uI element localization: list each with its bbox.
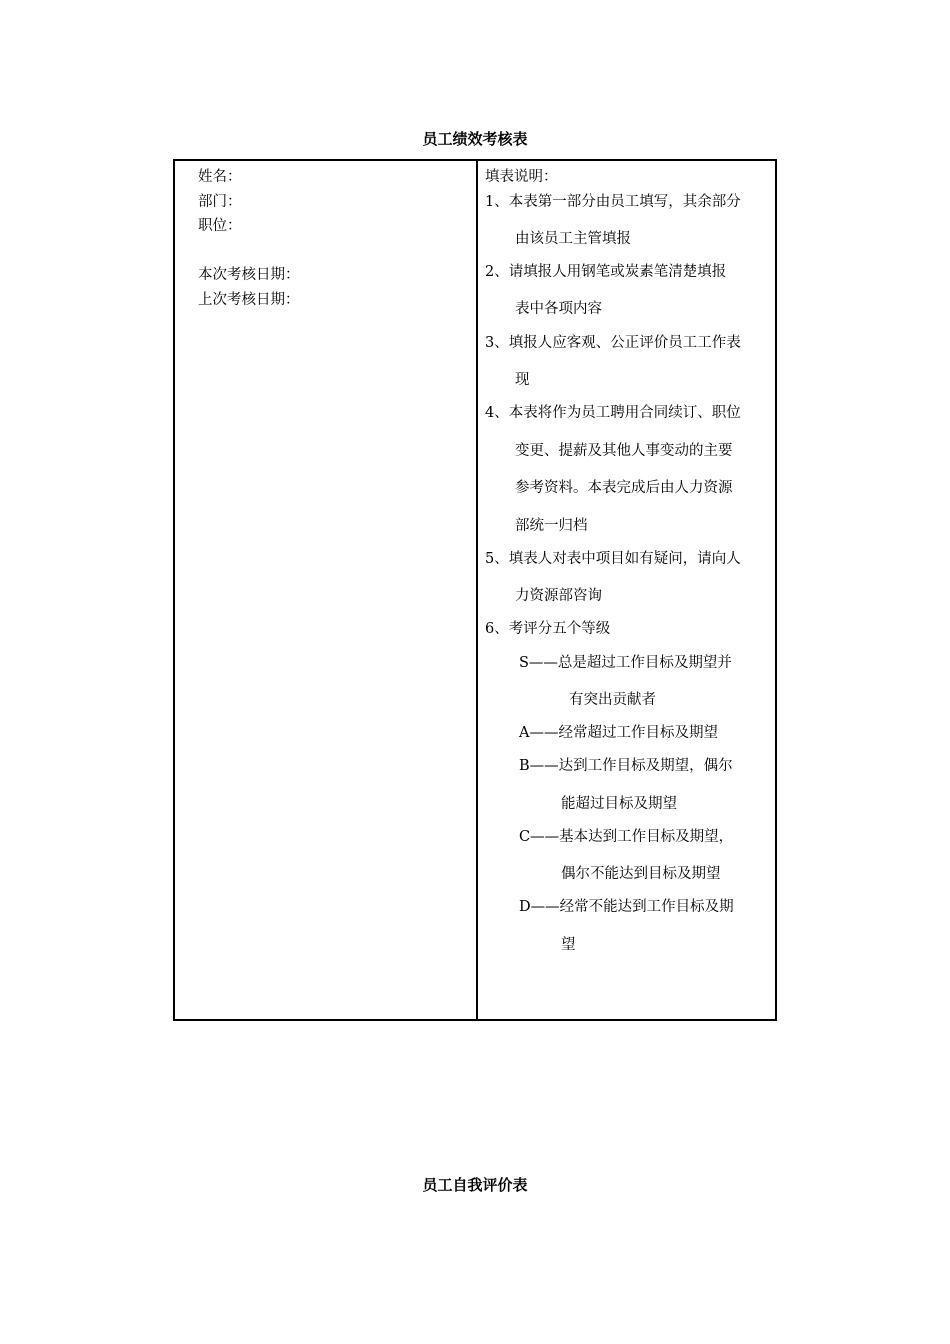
last-review-date-label: 上次考核日期： (198, 291, 300, 308)
grade-line: 望 (561, 937, 576, 953)
instruction-line: 由该员工主管填报 (515, 231, 631, 247)
grade-line: A——经常超过工作目标及期望 (519, 725, 718, 741)
position-field-label: 职位： (198, 218, 242, 234)
name-field-label: 姓名： (198, 169, 242, 185)
grade-line: 偶尔不能达到目标及期望 (561, 866, 721, 882)
instruction-line: 参考资料。本表完成后由人力资源 (515, 480, 733, 496)
grade-line: 能超过目标及期望 (561, 796, 677, 812)
instruction-line: 6、考评分五个等级 (485, 621, 611, 637)
department-field-label: 部门： (198, 193, 242, 210)
column-divider (476, 161, 478, 1019)
instruction-line: 5、填表人对表中项目如有疑问，请向人 (485, 551, 741, 567)
performance-form-table (173, 159, 777, 1021)
instruction-line: 4、本表将作为员工聘用合同续订、职位 (485, 405, 741, 421)
instruction-line: 变更、提薪及其他人事变动的主要 (515, 443, 733, 459)
instruction-line: 表中各项内容 (515, 301, 602, 317)
grade-line: D——经常不能达到工作目标及期 (519, 899, 734, 915)
instruction-line: 力资源部咨询 (515, 588, 602, 604)
self-evaluation-title: 员工自我评价表 (422, 1176, 528, 1194)
grade-line: 有突出贡献者 (569, 692, 656, 708)
form-title: 员工绩效考核表 (422, 130, 528, 148)
instruction-line: 2、请填报人用钢笔或炭素笔清楚填报 (485, 264, 727, 280)
grade-line: C——基本达到工作目标及期望， (519, 829, 734, 845)
instruction-line: 1、本表第一部分由员工填写，其余部分 (485, 194, 741, 210)
grade-line: B——达到工作目标及期望，偶尔 (519, 758, 733, 774)
employee-info-column (198, 165, 300, 312)
instructions-heading: 填表说明： (485, 169, 558, 185)
instruction-line: 部统一归档 (515, 518, 588, 534)
instruction-line: 现 (515, 372, 530, 388)
instruction-line: 3、填报人应客观、公正评价员工工作表 (485, 335, 741, 351)
current-review-date-label: 本次考核日期： (198, 267, 300, 283)
grade-line: S——总是超过工作目标及期望并 (519, 655, 732, 671)
